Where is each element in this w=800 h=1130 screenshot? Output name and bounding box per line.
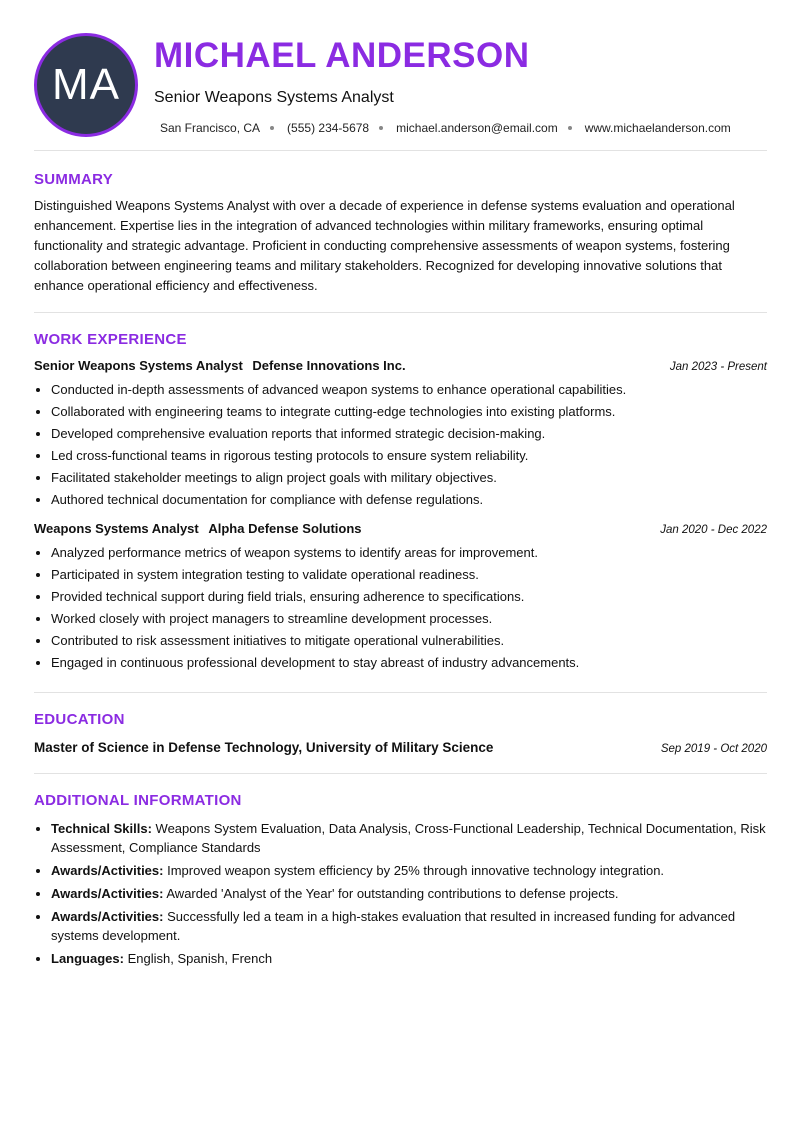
- education-dates: Sep 2019 - Oct 2020: [660, 743, 767, 755]
- resume-header: [34, 0, 767, 150]
- job-role: [34, 521, 362, 536]
- job-title: Weapons Systems Analyst: [34, 521, 199, 536]
- summary-heading: SUMMARY: [34, 171, 114, 188]
- item-text: English, Spanish, French: [127, 951, 273, 966]
- job-entry: [34, 358, 767, 511]
- contact-phone[interactable]: (555) 234-5678: [287, 121, 370, 135]
- job-bullet: • Analyzed performance metrics of weapon systems to identify areas for improvement.: [51, 542, 767, 564]
- job-company: Defense Innovations Inc.: [252, 358, 406, 373]
- avatar: [34, 33, 138, 137]
- additional-info-item: [51, 861, 767, 880]
- job-bullet: • Authored technical documentation for compliance with defense regulations.: [51, 489, 767, 511]
- job-bullets: [34, 542, 767, 674]
- job-bullet: • Contributed to risk assessment initiatives to mitigate operational vulnerabilities.: [51, 630, 767, 652]
- candidate-title: Senior Weapons Systems Analyst: [154, 89, 394, 106]
- item-text: Weapons System Evaluation, Data Analysis, Cross-Functional Leadership, Technical Documentation, Risk Assessment, Compliance Standards: [51, 821, 766, 855]
- additional-info-heading: ADDITIONAL INFORMATION: [34, 792, 242, 809]
- separator-dot: [379, 126, 383, 130]
- education-degree: Master of Science in Defense Technology, University of Military Science: [34, 740, 494, 755]
- contact-location: San Francisco, CA: [160, 121, 261, 135]
- additional-info-item: [51, 907, 767, 945]
- additional-info-item: [51, 819, 767, 857]
- job-bullet: • Provided technical support during field trials, ensuring adherence to specifications.: [51, 586, 767, 608]
- additional-info-section: [34, 774, 767, 968]
- item-text: Awarded 'Analyst of the Year' for outstanding contributions to defense projects.: [166, 886, 619, 901]
- separator-dot: [270, 126, 274, 130]
- item-label: Technical Skills:: [51, 821, 152, 836]
- job-dates: Jan 2020 - Dec 2022: [660, 524, 767, 536]
- job-bullet: • Worked closely with project managers to streamline development processes.: [51, 608, 767, 630]
- job-bullet: • Engaged in continuous professional development to stay abreast of industry advancements.: [51, 652, 767, 674]
- summary-text: Distinguished Weapons Systems Analyst with over a decade of experience in defense systems evaluation and operational enhancement. Expertise lies in the integration of advanced technologies within military frameworks, ensuring optimal functionality and strategic advantage. Proficient in conducting comprehensive assessments of weapon systems, fostering collaboration between engineering teams and military stakeholders. Recognized for developing innovative solutions that enhance operational efficiency and effectiveness.: [34, 198, 735, 293]
- job-header: [34, 358, 767, 373]
- work-experience-heading: WORK EXPERIENCE: [34, 331, 187, 348]
- additional-info-item: [51, 884, 767, 903]
- education-entry: [34, 740, 767, 755]
- item-label: Awards/Activities:: [51, 886, 164, 901]
- job-company: Alpha Defense Solutions: [208, 521, 362, 536]
- job-title: Senior Weapons Systems Analyst: [34, 358, 243, 373]
- item-label: Awards/Activities:: [51, 863, 164, 878]
- education-section: [34, 693, 767, 773]
- additional-info-item: [51, 949, 767, 968]
- job-bullet: • Developed comprehensive evaluation reports that informed strategic decision-making.: [51, 423, 767, 445]
- job-bullet: • Conducted in-depth assessments of advanced weapon systems to enhance operational capabilities.: [51, 379, 767, 401]
- job-bullet: • Led cross-functional teams in rigorous testing protocols to ensure system reliability.: [51, 445, 767, 467]
- candidate-name: MICHAEL ANDERSON: [154, 36, 530, 75]
- contact-info: [160, 121, 731, 135]
- contact-email[interactable]: michael.anderson@email.com: [396, 121, 558, 135]
- contact-website[interactable]: www.michaelanderson.com: [584, 121, 731, 135]
- item-text: Improved weapon system efficiency by 25% through innovative technology integration.: [167, 863, 665, 878]
- item-label: Awards/Activities:: [51, 909, 164, 924]
- separator-dot: [568, 126, 572, 130]
- summary-section: [34, 151, 767, 312]
- education-heading: EDUCATION: [34, 711, 125, 728]
- work-experience-section: [34, 313, 767, 692]
- job-bullet: • Participated in system integration testing to validate operational readiness.: [51, 564, 767, 586]
- job-dates: Jan 2023 - Present: [669, 361, 767, 373]
- job-bullet: • Facilitated stakeholder meetings to align project goals with military objectives.: [51, 467, 767, 489]
- job-header: [34, 521, 767, 536]
- item-text: Successfully led a team in a high-stakes evaluation that resulted in increased funding for advanced systems development.: [51, 909, 736, 943]
- additional-info-list: [34, 819, 767, 968]
- job-bullet: • Collaborated with engineering teams to integrate cutting-edge technologies into existing platforms.: [51, 401, 767, 423]
- avatar-initials: MA: [52, 60, 120, 109]
- job-entry: [34, 521, 767, 674]
- job-role: [34, 358, 406, 373]
- job-bullets: [34, 379, 767, 511]
- item-label: Languages:: [51, 951, 124, 966]
